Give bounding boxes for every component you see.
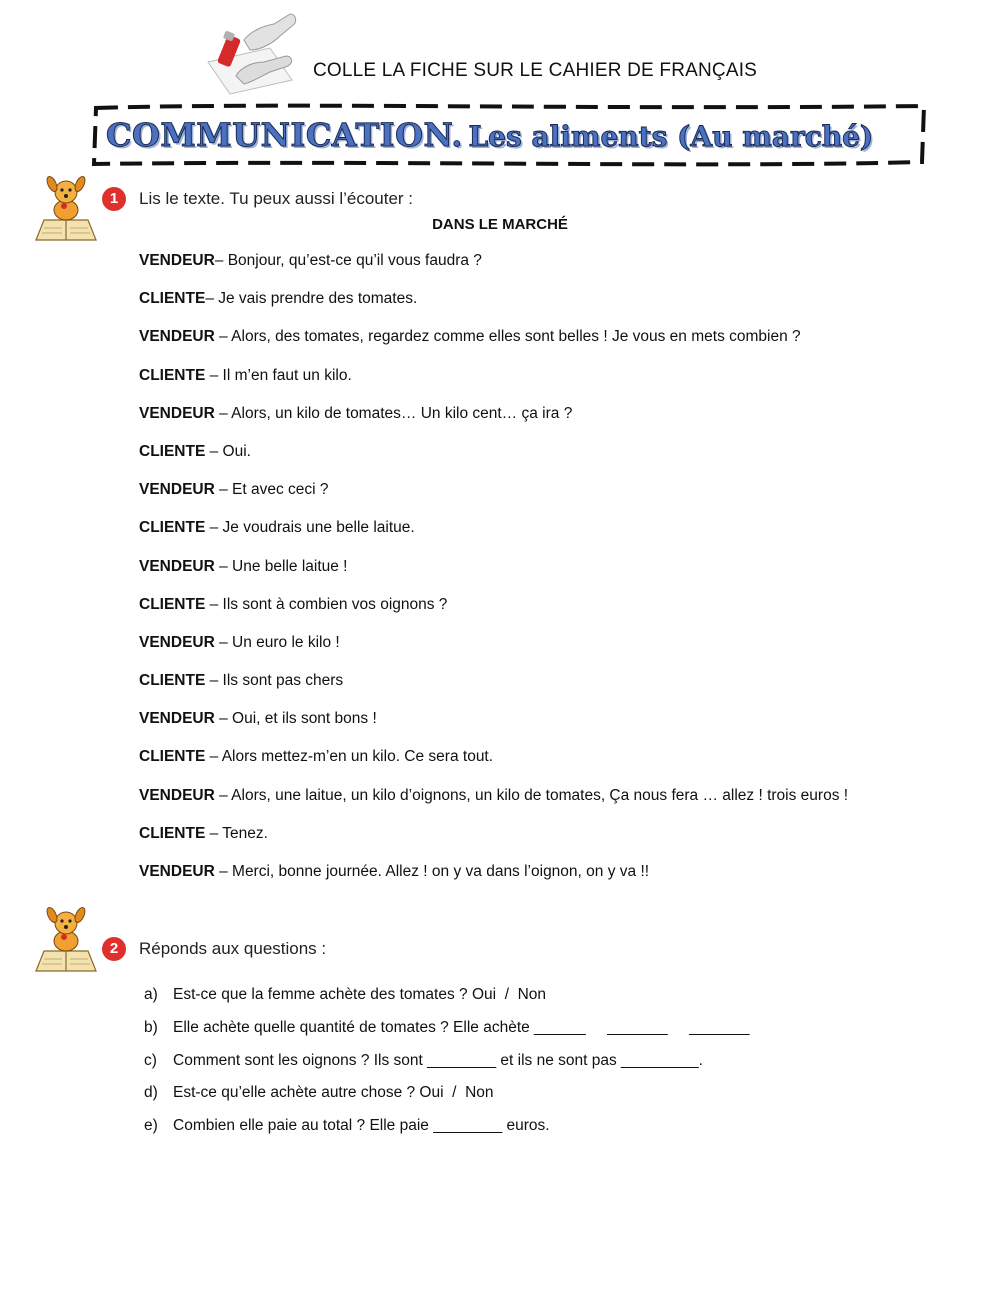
dialog-text: – Oui, et ils sont bons ! xyxy=(214,710,377,728)
dialog-speaker: VENDEUR xyxy=(139,481,215,499)
question-text: Combien elle paie au total ? Elle paie ________ euros. xyxy=(173,1117,550,1135)
section-number-badge: 1 xyxy=(102,187,126,211)
header-instruction: COLLE LA FICHE SUR LE CAHIER DE FRANÇAIS xyxy=(313,60,758,81)
question-list xyxy=(144,984,750,1148)
dialog-speaker: VENDEUR xyxy=(139,786,215,804)
dialog-title: DANS LE MARCHÉ xyxy=(432,216,568,233)
dialog-line xyxy=(139,250,848,288)
dialog-line xyxy=(139,479,848,517)
dialog-text: – Un euro le kilo ! xyxy=(214,633,340,651)
question-label: e) xyxy=(144,1117,158,1135)
dialog-text: – Je vais prendre des tomates. xyxy=(205,290,418,308)
dialog-line xyxy=(139,785,848,823)
question-item xyxy=(144,1082,750,1115)
dialog-line xyxy=(139,708,848,746)
dialog-text: – Merci, bonne journée. Allez ! on y va dans l’oignon, on y va !! xyxy=(214,863,650,880)
question-label: b) xyxy=(144,1018,158,1036)
question-item xyxy=(144,1115,750,1148)
dialog-speaker: CLIENTE xyxy=(139,366,206,384)
dialog-text: – Ils sont pas chers xyxy=(205,672,344,690)
question-label: a) xyxy=(144,986,158,1003)
dialog-line xyxy=(139,632,848,670)
dialog-text: – Alors mettez-m’en un kilo. Ce sera tout. xyxy=(205,748,494,766)
page-title xyxy=(106,116,873,154)
dialog-text: – Et avec ceci ? xyxy=(214,481,329,499)
question-text: Elle achète quelle quantité de tomates ? Elle achète ______ _______ _______ xyxy=(173,1018,750,1036)
dialog-list xyxy=(139,250,848,899)
dialog-text: – Il m’en faut un kilo. xyxy=(205,366,352,384)
dialog-text: – Bonjour, qu’est-ce qu’il vous faudra ? xyxy=(214,252,482,269)
hand-gluing-paper-icon xyxy=(200,10,300,96)
question-item xyxy=(144,984,750,1017)
dialog-speaker: CLIENTE xyxy=(139,442,206,460)
dialog-line xyxy=(139,594,848,632)
dialog-speaker: VENDEUR xyxy=(139,252,215,269)
dialog-text: – Alors, des tomates, regardez comme elles sont belles ! Je vous en mets combien ? xyxy=(214,328,801,346)
question-label: c) xyxy=(144,1051,157,1069)
dialog-line xyxy=(139,823,848,861)
section2-instruction: Réponds aux questions : xyxy=(139,939,327,958)
section-number-badge: 2 xyxy=(102,937,126,961)
dialog-speaker: VENDEUR xyxy=(139,863,215,880)
dialog-text: – Alors, un kilo de tomates… Un kilo cent… ça ira ? xyxy=(214,404,573,422)
dialog-line xyxy=(139,746,848,784)
dialog-speaker: VENDEUR xyxy=(139,710,215,728)
title-main: COMMUNICATION. xyxy=(106,116,463,154)
dialog-line xyxy=(139,403,848,441)
dialog-text: – Ils sont à combien vos oignons ? xyxy=(205,595,448,613)
dialog-speaker: CLIENTE xyxy=(139,672,206,690)
dialog-speaker: CLIENTE xyxy=(139,290,206,308)
dialog-line xyxy=(139,326,848,364)
dialog-speaker: VENDEUR xyxy=(139,328,215,346)
dog-reading-book-icon xyxy=(34,176,98,244)
dog-reading-book-icon xyxy=(34,907,98,975)
dialog-line xyxy=(139,556,848,594)
dialog-line xyxy=(139,365,848,403)
dialog-text: – Je voudrais une belle laitue. xyxy=(205,519,415,537)
title-sub: Les aliments (Au marché) xyxy=(468,120,874,153)
question-item xyxy=(144,1017,750,1050)
dialog-text: – Une belle laitue ! xyxy=(214,557,348,575)
dialog-speaker: CLIENTE xyxy=(139,748,206,766)
dialog-line xyxy=(139,861,848,899)
dialog-speaker: VENDEUR xyxy=(139,557,215,575)
dialog-line xyxy=(139,670,848,708)
question-text: Est-ce que la femme achète des tomates ? Oui / Non xyxy=(173,986,547,1003)
question-text: Est-ce qu’elle achète autre chose ? Oui / Non xyxy=(173,1084,494,1102)
dialog-text: – Alors, une laitue, un kilo d’oignons, un kilo de tomates, Ça nous fera … allez ! trois euros ! xyxy=(214,786,849,804)
section1-instruction: Lis le texte. Tu peux aussi l’écouter : xyxy=(139,189,414,208)
dialog-speaker: VENDEUR xyxy=(139,404,215,422)
dialog-text: – Tenez. xyxy=(205,824,268,842)
dialog-line xyxy=(139,441,848,479)
dialog-speaker: CLIENTE xyxy=(139,519,206,537)
dialog-text: – Oui. xyxy=(205,442,251,460)
dialog-speaker: CLIENTE xyxy=(139,595,206,613)
question-text: Comment sont les oignons ? Ils sont ________ et ils ne sont pas _________. xyxy=(173,1051,703,1069)
dialog-speaker: VENDEUR xyxy=(139,633,215,651)
question-item xyxy=(144,1050,750,1083)
question-label: d) xyxy=(144,1084,158,1102)
dialog-line xyxy=(139,517,848,555)
dialog-speaker: CLIENTE xyxy=(139,824,206,842)
dialog-line xyxy=(139,288,848,326)
